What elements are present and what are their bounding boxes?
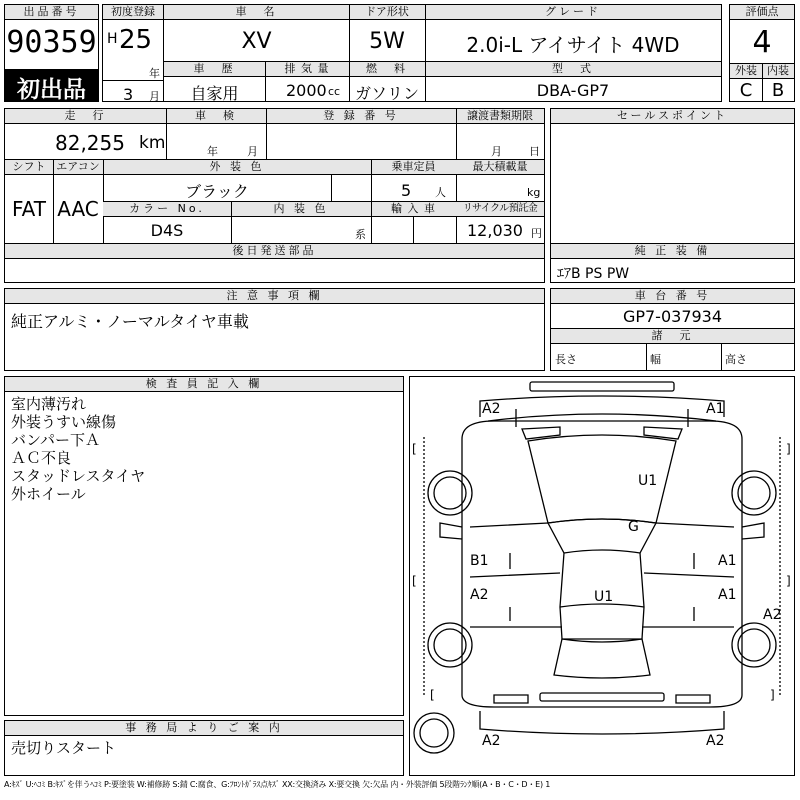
fuel: ガソリン [354, 84, 419, 103]
exterior-color-label: 外 装 色 [103, 160, 371, 175]
car-diagram [410, 377, 794, 775]
aircon-label: エアコン [53, 160, 103, 175]
height-label: 高さ [725, 353, 747, 366]
grade-label: グレード [425, 5, 721, 20]
max-load-label: 最大積載量 [456, 160, 544, 175]
car-history: 自家用 [190, 84, 239, 103]
first-registration-label: 初度登録 [103, 5, 163, 20]
mark-right-rear-quarter: A2 [763, 607, 782, 623]
lot-number-box [4, 4, 99, 102]
bracket-left-2: [ [412, 574, 417, 588]
bracket-left-1: [ [412, 442, 417, 456]
car-name-label: 車 名 [164, 5, 349, 20]
bracket-right-2: ] [786, 574, 791, 588]
mark-windshield: G [628, 519, 639, 535]
car-name: XV [241, 29, 272, 54]
vehicle-main-info [164, 4, 722, 102]
bracket-right-1: ] [786, 442, 791, 456]
bracket-left-3: [ [430, 688, 435, 702]
displacement-label: 排 気 量 [265, 62, 349, 77]
first-registration-box [102, 4, 164, 102]
era-letter: H [107, 31, 118, 47]
registration-number-label: 登 録 番 号 [266, 109, 456, 124]
month-unit: 月 [149, 90, 160, 103]
specs-label: 諸 元 [551, 329, 794, 344]
mark-front-right: A1 [706, 401, 725, 417]
details-table [4, 108, 545, 283]
score: 4 [752, 25, 772, 60]
mark-hood: U1 [638, 473, 658, 489]
inspection-year-unit: 年 [207, 145, 218, 158]
notes-label: 注 意 事 項 欄 [5, 289, 544, 304]
mileage-unit: km [139, 133, 166, 153]
displacement-unit: cc [328, 85, 341, 98]
chassis-number: GP7-037934 [622, 307, 723, 326]
transfer-deadline-label: 譲渡書類期限 [456, 109, 544, 124]
interior-grade-label: 内装 [762, 64, 794, 79]
mark-right-rear-door: A1 [718, 587, 737, 603]
door-type-label: ドア形状 [349, 5, 425, 20]
mark-left-rear-door: A2 [470, 587, 489, 603]
recycle-unit: 円 [531, 227, 542, 240]
mark-rear-right: A2 [706, 733, 725, 749]
standard-equipment-label: 純 正 装 備 [551, 244, 794, 259]
capacity-unit: 人 [435, 186, 446, 199]
inspection-month-unit: 月 [247, 145, 258, 158]
color-number: D4S [150, 221, 184, 240]
mileage-label: 走 行 [5, 109, 166, 124]
lot-number: 90359 [6, 25, 97, 60]
mark-roof: U1 [594, 589, 614, 605]
color-number-label: カラー No. [103, 202, 231, 217]
door-type: 5W [369, 29, 405, 54]
capacity-label: 乗車定員 [371, 160, 456, 175]
exterior-grade: C [739, 80, 753, 101]
later-parts-label: 後日発送部品 [5, 244, 544, 259]
length-label: 長さ [555, 353, 577, 366]
recycle-deposit-label: リサイクル預託金 [456, 202, 544, 217]
interior-grade: B [771, 80, 785, 101]
score-label: 評価点 [730, 5, 794, 20]
model-code: DBA-GP7 [536, 81, 610, 100]
exterior-grade-label: 外装 [730, 64, 762, 79]
sales-point-label: セールスポイント [551, 109, 794, 124]
mark-rear-left: A2 [482, 733, 501, 749]
office-notice-text: 売切りスタート [11, 739, 117, 757]
mileage: 82,255 [55, 131, 125, 155]
history-label: 車 歴 [164, 62, 265, 77]
recycle-deposit: 12,030 [467, 221, 523, 240]
standard-equipment: ｴｱB PS PW [557, 266, 630, 282]
inspector-notes-box [4, 376, 404, 716]
displacement: 2000 [286, 81, 327, 100]
office-notice-label: 事 務 局 よ り ご 案 内 [5, 721, 403, 736]
chassis-number-label: 車 台 番 号 [551, 289, 794, 304]
width-label: 幅 [650, 353, 661, 366]
fuel-label: 燃 料 [349, 62, 425, 77]
shift-label: シフト [5, 160, 53, 175]
chassis-box [550, 288, 795, 371]
aircon: AAC [57, 197, 99, 221]
inspector-notes-text: 室内薄汚れ 外装うすい線傷 バンパー下Ａ ＡＣ不良 スタッドレスタイヤ 外ホイール [11, 395, 146, 503]
first-listing-badge-text: 初出品 [17, 77, 86, 103]
era-year: 25 [119, 25, 153, 55]
reg-month: 3 [123, 85, 134, 104]
bracket-right-3: ] [770, 688, 775, 702]
inspector-notes-label: 検 査 員 記 入 欄 [5, 377, 403, 392]
grade: 2.0i-L アイサイト 4WD [466, 33, 680, 57]
first-listing-badge [5, 69, 98, 101]
model-label: 型 式 [425, 62, 721, 77]
mark-front-left: A2 [482, 401, 501, 417]
interior-color-unit: 系 [355, 228, 366, 241]
lot-number-label: 出品番号 [5, 5, 98, 20]
import-label: 輸 入 車 [371, 202, 456, 217]
year-unit: 年 [149, 67, 160, 80]
exterior-color: ブラック [185, 182, 249, 201]
notes-text: 純正アルミ・ノーマルタイヤ車載 [11, 312, 249, 331]
mark-left-front-door: B1 [470, 553, 489, 569]
mark-right-front-door: A1 [718, 553, 737, 569]
interior-color-label: 内 装 色 [231, 202, 371, 217]
capacity: 5 [401, 181, 412, 200]
office-notice-box [4, 720, 404, 776]
inspection-label: 車 検 [166, 109, 266, 124]
damage-diagram [409, 376, 795, 776]
damage-code-legend: A:ｷｽﾞ U:ﾍｺﾐ B:ｷｽﾞを伴うﾍｺﾐ P:要塗装 W:補修跡 S:錆 C:腐食、G:ﾌﾛﾝﾄｶﾞﾗｽ点ｷｽﾞ XX:交換済み X:要交換 欠:欠品 内・外装評価 5段階ﾗﾝｸ順(A・B・C・D・E) 1 [4, 780, 551, 789]
notes-box [4, 288, 545, 371]
transfer-day-unit: 日 [529, 145, 540, 158]
max-load-unit: kg [527, 186, 541, 199]
score-box [729, 4, 795, 102]
shift: FAT [11, 197, 46, 221]
transfer-month-unit: 月 [491, 145, 502, 158]
sales-point-box [550, 108, 795, 283]
